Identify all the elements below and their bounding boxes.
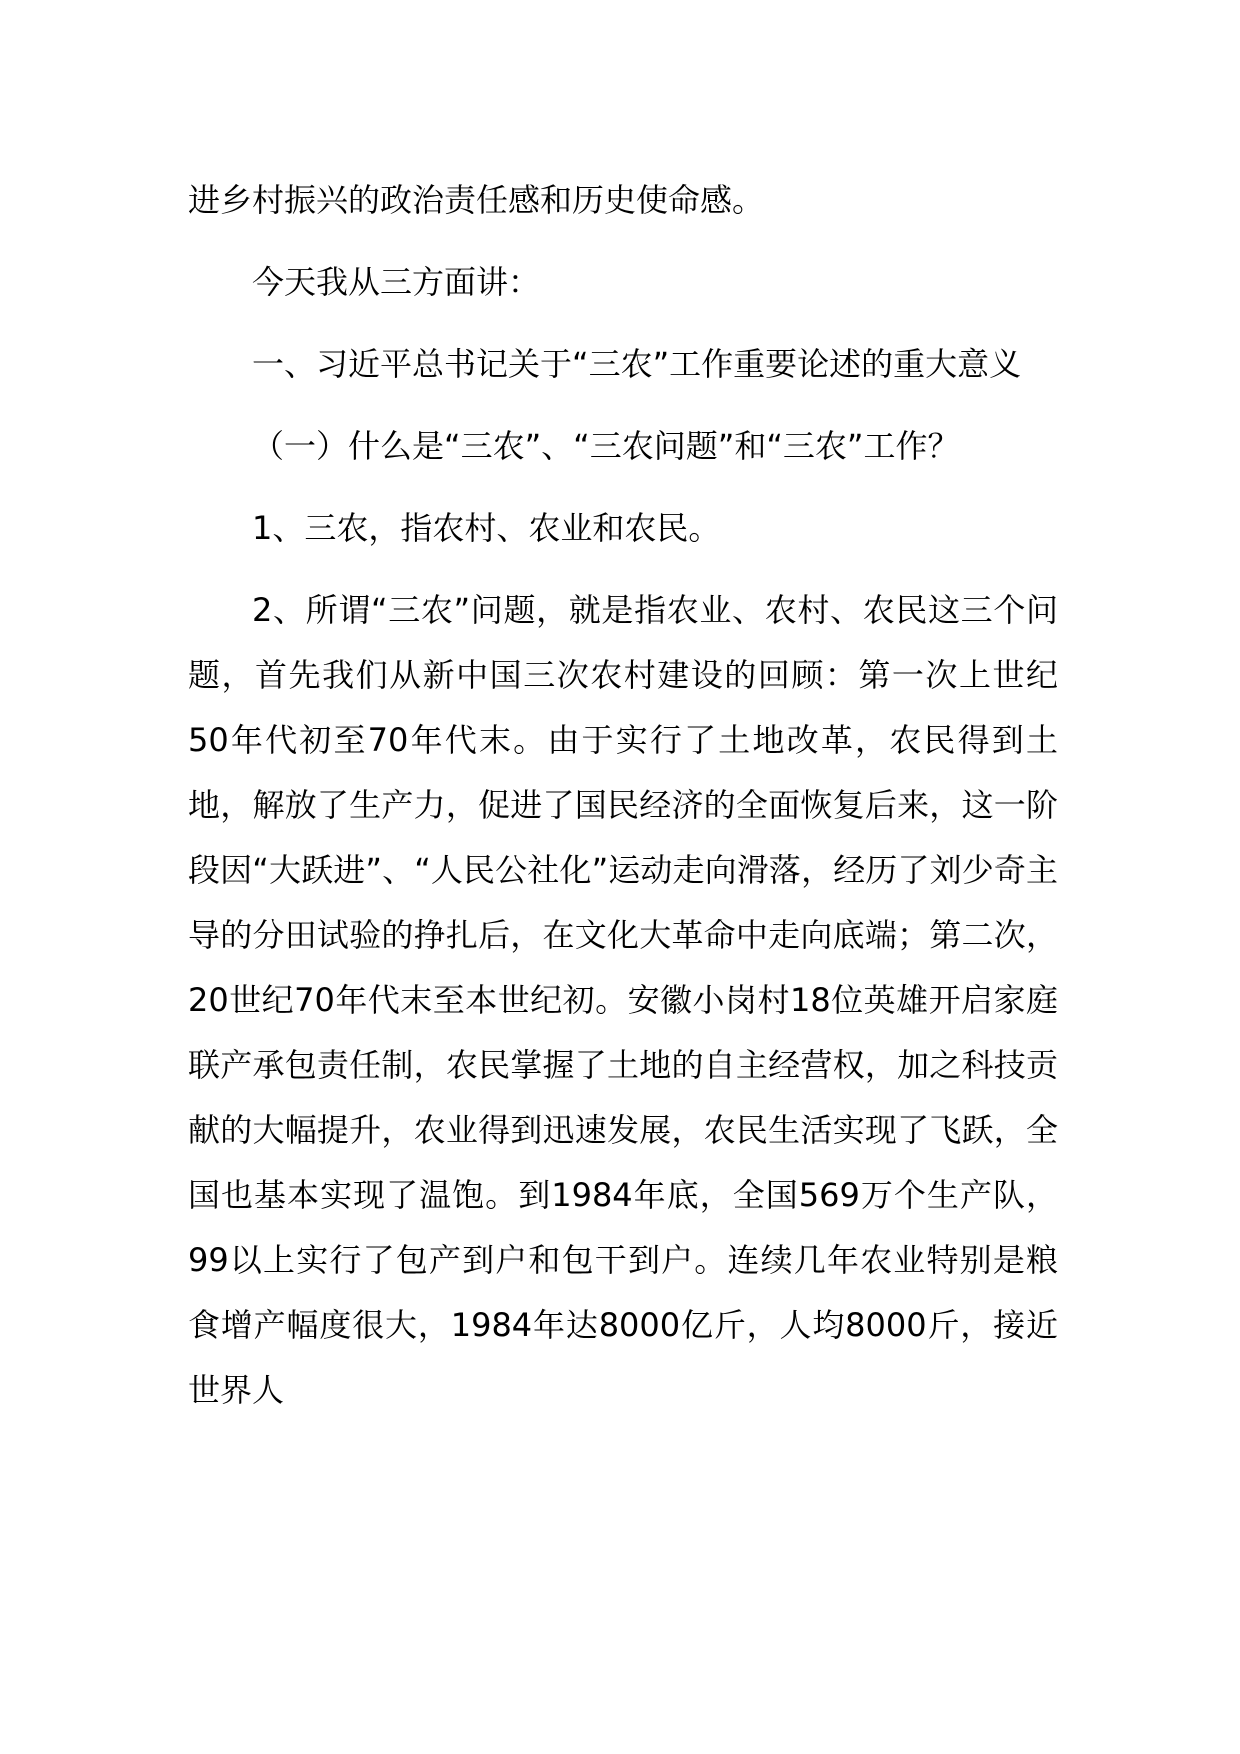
paragraph-point-1: 1、三农，指农村、农业和农民。 [252,509,721,547]
paragraph-point-2: 2、所谓“三农”问题，就是指农业、农村、农民这三个问题，首先我们从新中国三次农村建设的回顾：第一次上世纪50年代初至70年代末。由于实行了土地改革，农民得到土地，解放了生产力，促进了国民经济的全面恢复后来，这一阶段因“大跃进”、“人民公社化”运动走向滑落，经历了刘少奇主导的分田试验的挣扎后，在文化大革命中走向底端；第二次，20世纪70年代末至本世纪初。安徽小岗村18位英雄开启家庭联产承包责任制，农民掌握了土地的自主经营权，加之科技贡献的大幅提升，农业得到迅速发展，农民生活实现了飞跃，全国也基本实现了温饱。到1984年底，全国569万个生产队，99以上实行了包产到户和包干到户。连续几年农业特别是粮食增产幅度很大，1984年达8000亿斤，人均8000斤，接近世界人 [188,591,1058,1409]
subsection-heading-1-1: （一）什么是“三农”、“三农问题”和“三农”工作？ [252,427,960,465]
paragraph-continuation: 进乡村振兴的政治责任感和历史使命感。 [188,181,765,219]
paragraph-intro: 今天我从三方面讲： [252,263,541,301]
section-heading-1: 一、习近平总书记关于“三农”工作重要论述的重大意义 [252,345,1022,383]
document-body [188,168,1058,1423]
